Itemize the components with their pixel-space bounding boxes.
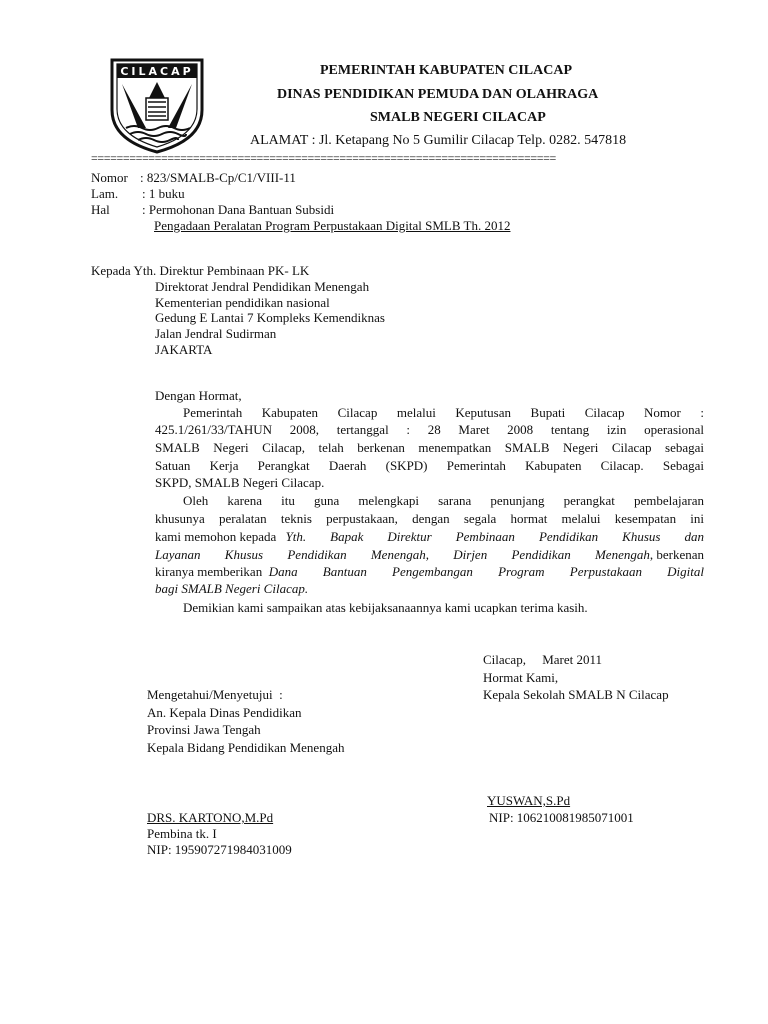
hal-subject-underlined: Pengadaan Peralatan Program Perpustakaan Digital SMLB Th. 2012 — [154, 218, 511, 233]
paragraph2-line5 — [155, 564, 704, 579]
lam-label: Lam. — [91, 186, 119, 201]
paragraph2-line3 — [155, 529, 704, 544]
nomor-value: : 823/SMALB-Cp/C1/VIII-11 — [140, 170, 296, 185]
paragraph1-line3: SMALB Negeri Cilacap, telah berkenan menempatkan SMALB Negeri Cilacap sebagai — [155, 440, 704, 455]
paragraph2-line4 — [155, 547, 704, 562]
approver-name: DRS. KARTONO,M.Pd — [147, 810, 274, 825]
paragraph1-line5: SKPD, SMALB Negeri Cilacap. — [155, 475, 325, 490]
approver-rank: Pembina tk. I — [147, 826, 217, 841]
paragraph2-line5-text: kiranya memberikan — [155, 564, 269, 579]
recipient-line2: Direktorat Jendral Pendidikan Menengah — [155, 279, 370, 294]
place-date: Cilacap, Maret 2011 — [483, 652, 603, 667]
recipient-line5: Jalan Jendral Sudirman — [155, 326, 277, 341]
hal-value: : Permohonan Dana Bantuan Subsidi — [142, 202, 335, 217]
logo-text: CILACAP — [120, 65, 194, 78]
paragraph2-line3-text: kami memohon kepada — [155, 529, 280, 544]
paragraph1-line4: Satuan Kerja Perangkat Daerah (SKPD) Pemerintah Kabupaten Cilacap. Sebagai — [155, 458, 704, 473]
recipient-line3: Kementerian pendidikan nasional — [155, 295, 330, 310]
letterhead-separator: ========================================================================= — [91, 151, 556, 165]
regards: Hormat Kami, — [483, 670, 559, 685]
hal-label: Hal — [91, 202, 110, 217]
closing-sentence: Demikian kami sampaikan atas kebijaksanaannya kami ucapkan terima kasih. — [183, 600, 588, 615]
salutation: Dengan Hormat, — [155, 388, 242, 403]
letterhead-line3: SMALB NEGERI CILACAP — [370, 110, 546, 125]
paragraph2-line2: khusunya peralatan teknis perpustakaan, dengan segala hormat melalui kesempatan ini — [155, 511, 704, 526]
letterhead-line1: PEMERINTAH KABUPATEN CILACAP — [320, 63, 573, 78]
approval-line2: An. Kepala Dinas Pendidikan — [147, 705, 302, 720]
paragraph2-line3-italic: Yth. Bapak Direktur Pembinaan Pendidikan Khusus dan — [285, 529, 704, 544]
paragraph1-line1: Pemerintah Kabupaten Cilacap melalui Keputusan Bupati Cilacap Nomor : — [183, 405, 704, 420]
recipient-line6: JAKARTA — [155, 342, 213, 357]
signer-title: Kepala Sekolah SMALB N Cilacap — [483, 687, 669, 702]
nomor-label: Nomor — [91, 170, 128, 185]
signer-nip: NIP: 106210081985071001 — [489, 810, 634, 825]
paragraph2-line5-italic: Dana Bantuan Pengembangan Program Perpustakaan Digital — [268, 564, 704, 579]
approval-line4: Kepala Bidang Pendidikan Menengah — [147, 740, 345, 755]
paragraph1-line2: 425.1/261/33/TAHUN 2008, tertanggal : 28 Maret 2008 tentang izin operasional — [155, 422, 704, 437]
recipient-line4: Gedung E Lantai 7 Kompleks Kemendiknas — [155, 310, 385, 325]
letterhead-address: ALAMAT : Jl. Ketapang No 5 Gumilir Cilacap Telp. 0282. 547818 — [250, 133, 627, 148]
recipient-line1: Kepada Yth. Direktur Pembinaan PK- LK — [91, 263, 310, 278]
lam-value: : 1 buku — [142, 186, 185, 201]
approval-line3: Provinsi Jawa Tengah — [147, 722, 261, 737]
approver-nip: NIP: 195907271984031009 — [147, 842, 292, 857]
paragraph2-line6: bagi SMALB Negeri Cilacap. — [155, 581, 309, 596]
paragraph2-line4-italic: Layanan Khusus Pendidikan Menengah, Dirjen Pendidikan Menengah — [155, 547, 650, 562]
paragraph2-line1: Oleh karena itu guna melengkapi sarana penunjang perangkat pembelajaran — [183, 493, 704, 508]
approval-line1: Mengetahui/Menyetujui : — [147, 687, 283, 702]
paragraph2-line4-text: , berkenan — [649, 547, 704, 562]
letterhead-line2: DINAS PENDIDIKAN PEMUDA DAN OLAHRAGA — [277, 87, 599, 102]
cilacap-emblem-logo — [108, 58, 206, 154]
signer-name: YUSWAN,S.Pd — [487, 793, 571, 808]
